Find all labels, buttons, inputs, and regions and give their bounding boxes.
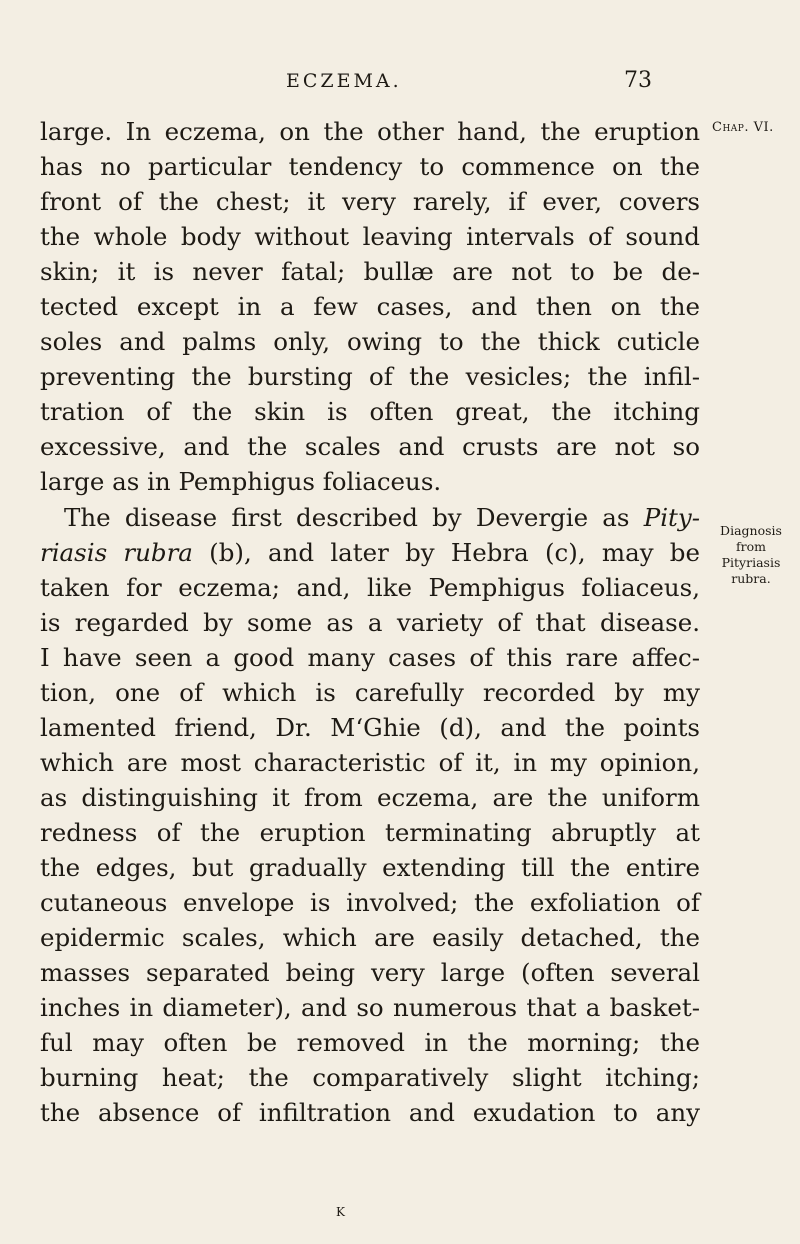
text-line-16: I have seen a good many cases of this rare affec- bbox=[40, 642, 700, 672]
text-line-14: taken for eczema; and, like Pemphigus foliaceus, bbox=[40, 572, 700, 602]
text-line-12 bbox=[40, 500, 700, 535]
text-line-29: the absence of infiltration and exudation to any bbox=[40, 1098, 700, 1128]
text-line-18: lamented friend, Dr. M‘Ghie (d), and the points bbox=[40, 712, 700, 742]
text-line-24: epidermic scales, which are easily detached, the bbox=[40, 923, 700, 953]
text-line-5: skin; it is never fatal; bullæ are not to be de- bbox=[40, 257, 700, 287]
text-line-9: tration of the skin is often great, the itching bbox=[40, 397, 700, 427]
running-title: ECZEMA. bbox=[286, 70, 402, 92]
text-line-23: cutaneous envelope is involved; the exfoliation of bbox=[40, 888, 700, 918]
text-line-13 bbox=[40, 535, 700, 570]
signature-mark: K bbox=[336, 1205, 345, 1219]
text-line-25: masses separated being very large (often several bbox=[40, 958, 700, 988]
text-line-4: the whole body without leaving intervals of sound bbox=[40, 222, 700, 252]
page-number: 73 bbox=[624, 68, 652, 93]
margin-note-chapter: Chap. VI. bbox=[712, 120, 774, 135]
margin-note-diagnosis-line1: Diagnosis from bbox=[720, 523, 782, 554]
text-line-1: large. In eczema, on the other hand, the eruption bbox=[40, 117, 700, 146]
text-line-6: tected except in a few cases, and then on the bbox=[40, 292, 700, 322]
text-line-12-roman: The disease first described by Devergie as bbox=[64, 502, 644, 532]
margin-note-diagnosis bbox=[706, 523, 796, 587]
text-line-13-italic: riasis rubra bbox=[40, 537, 193, 567]
margin-note-diagnosis-line2: Pityriasis rubra. bbox=[721, 555, 781, 586]
text-line-7: soles and palms only, owing to the thick cuticle bbox=[40, 327, 700, 357]
text-line-26: inches in diameter), and so numerous that a basket- bbox=[40, 993, 700, 1023]
text-line-13-roman: (b), and later by Hebra (c), may be bbox=[192, 537, 700, 567]
text-line-15: is regarded by some as a variety of that disease. bbox=[40, 607, 700, 637]
text-line-17: tion, one of which is carefully recorded by my bbox=[40, 677, 700, 707]
text-line-8: preventing the bursting of the vesicles; the infil- bbox=[40, 362, 700, 392]
text-line-10: excessive, and the scales and crusts are not so bbox=[40, 432, 700, 462]
body-text bbox=[40, 114, 700, 1130]
text-line-3: front of the chest; it very rarely, if ever, covers bbox=[40, 187, 700, 217]
text-line-27: ful may often be removed in the morning; the bbox=[40, 1028, 700, 1058]
text-line-2: has no particular tendency to commence on the bbox=[40, 152, 700, 182]
text-line-21: redness of the eruption terminating abruptly at bbox=[40, 817, 700, 847]
text-line-12-italic: Pity- bbox=[643, 502, 700, 532]
text-line-20: as distinguishing it from eczema, are the uniform bbox=[40, 782, 700, 812]
text-line-28: burning heat; the comparatively slight itching; bbox=[40, 1063, 700, 1093]
text-line-11: large as in Pemphigus foliaceus. bbox=[40, 467, 442, 497]
page-header bbox=[0, 70, 800, 104]
text-line-19: which are most characteristic of it, in my opinion, bbox=[40, 747, 700, 777]
text-line-22: the edges, but gradually extending till the entire bbox=[40, 852, 700, 882]
